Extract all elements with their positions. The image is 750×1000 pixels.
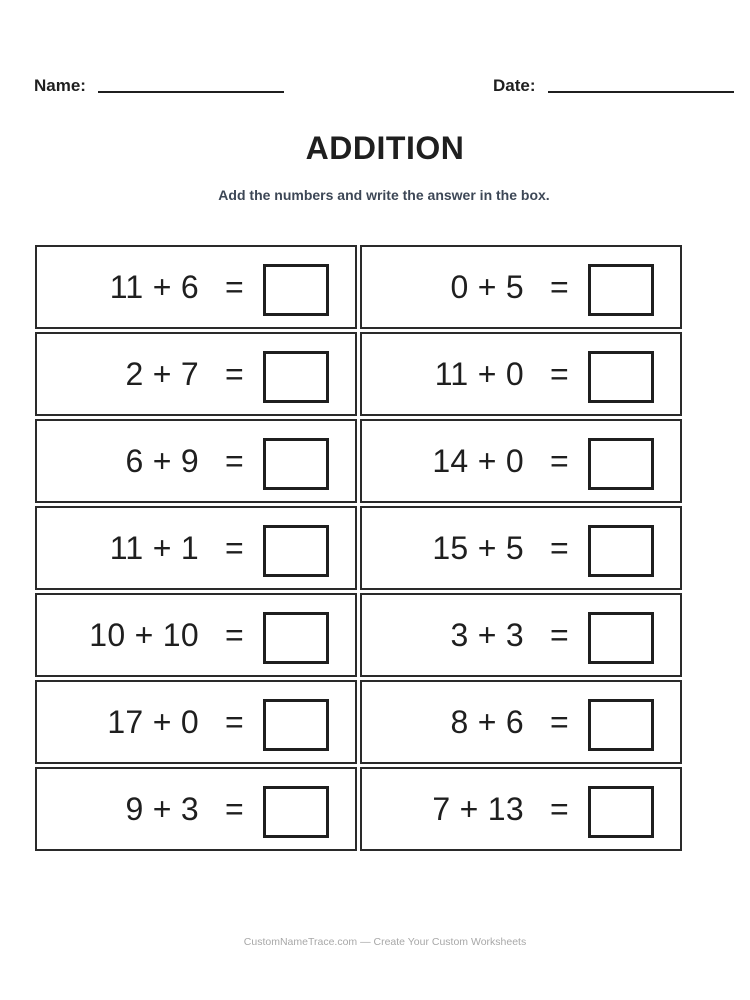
problem-text: 10 + 10 bbox=[89, 616, 199, 653]
problem-cell bbox=[35, 680, 357, 764]
equals-sign: = bbox=[225, 616, 244, 653]
problem-text: 7 + 13 bbox=[432, 790, 524, 827]
answer-box[interactable] bbox=[263, 699, 329, 751]
problem-cell bbox=[360, 767, 682, 851]
problem-cell bbox=[360, 506, 682, 590]
problem-text: 2 + 7 bbox=[125, 355, 199, 392]
problem-text: 15 + 5 bbox=[432, 529, 524, 566]
problem-grid bbox=[35, 245, 682, 851]
problem-cell bbox=[360, 332, 682, 416]
page-title: ADDITION bbox=[305, 130, 465, 166]
problem-text: 11 + 6 bbox=[109, 268, 199, 305]
answer-box[interactable] bbox=[263, 264, 329, 316]
problem-text: 9 + 3 bbox=[125, 790, 199, 827]
answer-box[interactable] bbox=[263, 438, 329, 490]
problem-text: 6 + 9 bbox=[125, 442, 199, 479]
answer-box[interactable] bbox=[588, 351, 654, 403]
name-line[interactable] bbox=[98, 91, 284, 93]
equals-sign: = bbox=[550, 355, 569, 392]
problem-cell bbox=[35, 332, 357, 416]
date-label: Date: bbox=[493, 76, 536, 95]
problem-cell bbox=[35, 767, 357, 851]
answer-box[interactable] bbox=[263, 525, 329, 577]
problem-text: 0 + 5 bbox=[450, 268, 524, 305]
problem-text: 11 + 0 bbox=[434, 355, 524, 392]
problem-cell bbox=[360, 419, 682, 503]
footer-credit: CustomNameTrace.com — Create Your Custom Worksheets bbox=[243, 936, 527, 948]
problem-cell bbox=[35, 593, 357, 677]
name-field bbox=[34, 76, 284, 96]
date-line[interactable] bbox=[548, 91, 734, 93]
answer-box[interactable] bbox=[588, 786, 654, 838]
answer-box[interactable] bbox=[588, 525, 654, 577]
equals-sign: = bbox=[225, 790, 244, 827]
equals-sign: = bbox=[550, 703, 569, 740]
equals-sign: = bbox=[225, 355, 244, 392]
problem-text: 3 + 3 bbox=[450, 616, 524, 653]
answer-box[interactable] bbox=[263, 612, 329, 664]
answer-box[interactable] bbox=[263, 351, 329, 403]
equals-sign: = bbox=[225, 529, 244, 566]
equals-sign: = bbox=[550, 529, 569, 566]
equals-sign: = bbox=[550, 790, 569, 827]
problem-cell bbox=[35, 419, 357, 503]
equals-sign: = bbox=[550, 616, 569, 653]
equals-sign: = bbox=[225, 703, 244, 740]
worksheet-header bbox=[34, 76, 736, 96]
problem-cell bbox=[360, 245, 682, 329]
equals-sign: = bbox=[225, 268, 244, 305]
name-label: Name: bbox=[34, 76, 86, 95]
answer-box[interactable] bbox=[588, 264, 654, 316]
answer-box[interactable] bbox=[588, 612, 654, 664]
answer-box[interactable] bbox=[588, 699, 654, 751]
equals-sign: = bbox=[225, 442, 244, 479]
problem-text: 14 + 0 bbox=[432, 442, 524, 479]
answer-box[interactable] bbox=[588, 438, 654, 490]
problem-cell bbox=[360, 593, 682, 677]
equals-sign: = bbox=[550, 442, 569, 479]
problem-cell bbox=[35, 506, 357, 590]
answer-box[interactable] bbox=[263, 786, 329, 838]
problem-cell bbox=[360, 680, 682, 764]
problem-text: 17 + 0 bbox=[107, 703, 199, 740]
problem-text: 11 + 1 bbox=[109, 529, 199, 566]
instructions: Add the numbers and write the answer in the box. bbox=[218, 187, 550, 203]
problem-text: 8 + 6 bbox=[450, 703, 524, 740]
date-field bbox=[493, 76, 734, 96]
equals-sign: = bbox=[550, 268, 569, 305]
problem-cell bbox=[35, 245, 357, 329]
